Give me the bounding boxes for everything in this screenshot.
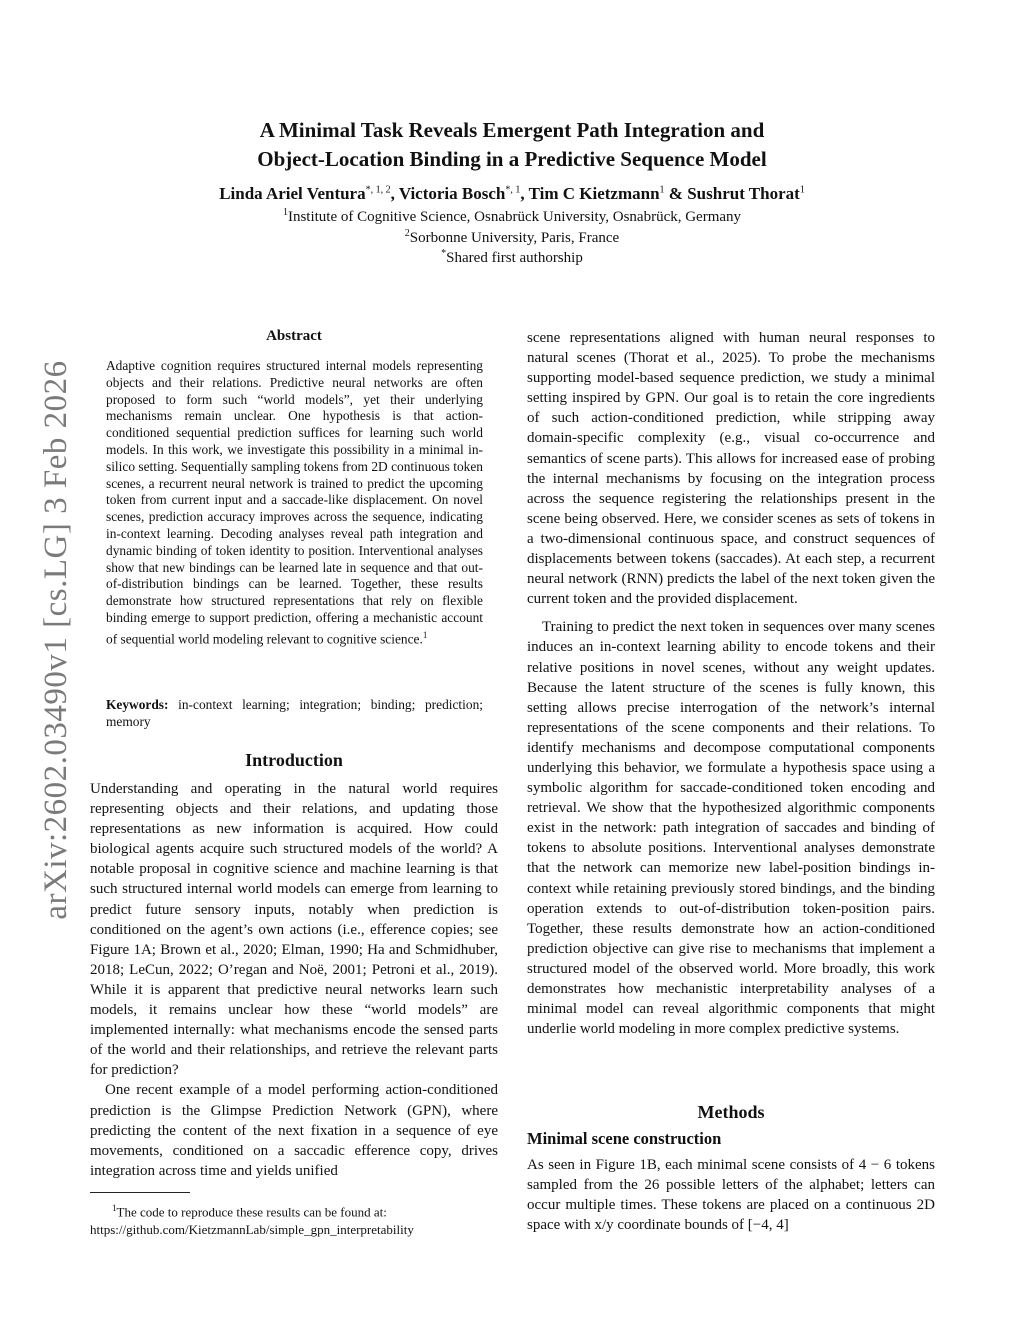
title-line-2: Object-Location Binding in a Predictive Sequence Model xyxy=(257,147,767,171)
footnote-ref: 1 xyxy=(422,629,428,640)
author-name: Victoria Bosch xyxy=(398,184,506,203)
keywords-text: in-context learning; integration; binding; prediction; memory xyxy=(106,697,483,729)
footnote-rule xyxy=(90,1192,190,1193)
author-name: Linda Ariel Ventura xyxy=(219,184,366,203)
abstract-body xyxy=(106,358,483,648)
author-separator: , xyxy=(520,184,529,203)
left-column xyxy=(90,779,498,1181)
affiliation-mark: * xyxy=(441,248,447,259)
methods-column xyxy=(527,1155,935,1235)
author-marks: *, 1 xyxy=(505,184,521,196)
right-column xyxy=(527,328,935,1039)
paper-title xyxy=(130,116,894,174)
affiliation xyxy=(100,248,924,267)
body-paragraph: Training to predict the next token in sequences over many scenes induces an in-context learning ability to encode tokens and their relative positions in novel scenes, without any weight updates. Because the latent structure of the scenes is fully known, this setting allows precise interrogation of the network’s internal representations of the scene components and their relations. To identify mechanisms and decompose computational components underlying this behavior, we formulate a hypothesis space using a symbolic algorithm for saccade-conditioned token encoding and retrieval. We show that the hypothesized algorithmic components exist in the network: path integration of saccades and binding of tokens to absolute positions. Interventional analyses demonstrate that the network can memorize new label-position bindings in-context while retaining previously stored bindings, and the binding operation extends to out-of-distribution token-position pairs. Together, these results demonstrate how an action-conditioned prediction objective can give rise to mechanisms that implement a structured model of the observed world. More broadly, this work demonstrates how mechanistic interpretability analyses of a minimal model can reveal algorithmic components that might underlie world modeling in more complex predictive systems. xyxy=(527,619,935,1038)
affiliation-text: Sorbonne University, Paris, France xyxy=(409,230,620,246)
abstract-text: Adaptive cognition requires structured internal models representing objects and their relations. Predictive neural networks are often proposed to form such “world models”, yet their underlying mechanisms remain unclear. One hypothesis is that action-conditioned sequential prediction suffices for learning such world models. In this work, we investigate this possibility in a minimal in-silico setting. Sequentially sampling tokens from 2D continuous token scenes, a recurrent neural network is trained to predict the upcoming token from current input and a saccade-like displacement. On novel scenes, prediction accuracy improves across the sequence, indicating in-context learning. Decoding analyses reveal path integration and dynamic binding of token identity to position. Interventional analyses show that new bindings can be learned late in sequence and that out-of-distribution bindings can be learned. Together, these results demonstrate how structured representations that rely on flexible binding emerge to support prediction, offering a mechanistic account of sequential world modeling relevant to cognitive science. xyxy=(106,358,483,647)
affiliation-mark: 1 xyxy=(282,207,288,218)
arxiv-identifier: arXiv:2602.03490v1 [cs.LG] 3 Feb 2026 xyxy=(38,360,74,920)
author-name: Sushrut Thorat xyxy=(687,184,800,203)
methods-heading: Methods xyxy=(697,1102,765,1122)
affiliation-text: Shared first authorship xyxy=(446,250,583,266)
intro-heading: Introduction xyxy=(245,750,343,770)
affiliation-text: Institute of Cognitive Science, Osnabrück University, Osnabrück, Germany xyxy=(287,209,742,225)
subsection-heading: Minimal scene construction xyxy=(527,1129,722,1148)
footnote-text: The code to reproduce these results can be found at: xyxy=(116,1204,387,1220)
author-separator: & xyxy=(664,184,688,203)
affiliation xyxy=(100,228,924,247)
footnote-mark: 1 xyxy=(112,1203,117,1213)
author-marks: 1 xyxy=(659,184,665,196)
footnote-line xyxy=(90,1199,510,1221)
keywords-label: Keywords: xyxy=(106,697,169,712)
author-name: Tim C Kietzmann xyxy=(528,184,660,203)
intro-paragraph: Understanding and operating in the natural world requires representing objects and their relations, and updating those representations as new information is acquired. How could biological agents acquire such structured models of the world? A notable proposal in cognitive science and machine learning is that such structured internal world models can emerge from learning to predict future sensory inputs, notably when prediction is conditioned on the agent’s own actions (i.e., efference copies; see Figure 1A; Brown et al., 2020; Elman, 1990; Ha and Schmidhuber, 2018; LeCun, 2022; O’regan and Noë, 2001; Petroni et al., 2019). While it is apparent that predictive neural networks learn such models, it remains unclear how these “world models” are implemented internally: what mechanisms encode the sensed parts of the world and their relationships, and retrieve the relevant parts for prediction? xyxy=(90,781,498,1079)
methods-paragraph: As seen in Figure 1B, each minimal scene consists of 4 − 6 tokens sampled from the 26 possible letters of the alphabet; letters can occur multiple times. These tokens are placed on a continuous 2D space with x/y coordinate bounds of [−4, 4] xyxy=(527,1157,935,1234)
author-separator: , xyxy=(390,184,399,203)
body-paragraph: scene representations aligned with human neural responses to natural scenes (Thorat et al., 2025). To probe the mechanisms supporting model-based sequence prediction, we study a minimal setting inspired by GPN. Our goal is to retain the core ingredients of such action-conditioned prediction, while stripping away domain-specific complexity (e.g., visual co-occurrence and semantics of scene parts). This allows for increased ease of probing the internal mechanisms by focusing on the integration process across the sequence registering the relationships present in the scene being observed. Here, we consider scenes as sets of tokens in a two-dimensional continuous space, and construct sequences of displacements between tokens (saccades). At each step, a recurrent neural network (RNN) predicts the label of the next token given the current token and the provided displacement. xyxy=(527,330,935,608)
intro-paragraph: One recent example of a model performing action-conditioned prediction is the Glimpse Prediction Network (GPN), where predicting the content of the next fixation in a sequence of eye movements, conditioned on a saccadic efference copy, drives integration across time and yields unified xyxy=(90,1082,498,1179)
title-line-1: A Minimal Task Reveals Emergent Path Integration and xyxy=(259,118,765,142)
affiliation xyxy=(100,207,924,226)
affiliation-mark: 2 xyxy=(404,228,410,239)
footnote-link[interactable]: https://github.com/KietzmannLab/simple_gpn_interpretability xyxy=(90,1222,414,1238)
author-marks: *, 1, 2 xyxy=(365,184,391,196)
footnote xyxy=(90,1199,510,1239)
author-list xyxy=(100,184,924,204)
abstract-heading: Abstract xyxy=(266,328,322,344)
author-marks: 1 xyxy=(799,184,805,196)
keywords xyxy=(106,696,483,730)
